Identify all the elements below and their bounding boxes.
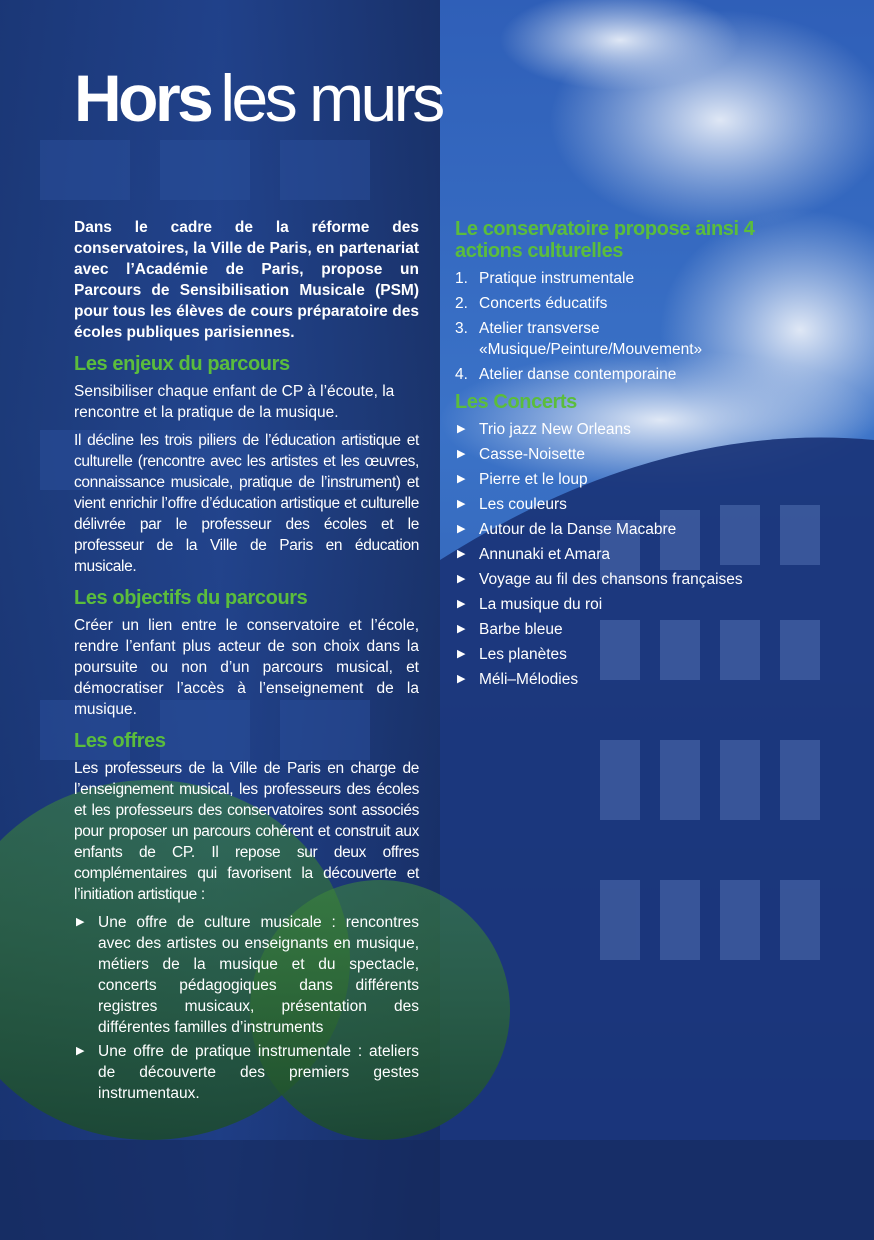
concert-title: Voyage au fil des chansons françaises xyxy=(479,571,743,588)
list-item xyxy=(455,469,785,490)
triangle-bullet-icon: ▶ xyxy=(457,448,466,460)
triangle-bullet-icon: ▶ xyxy=(457,623,466,635)
action-text: Atelier transverse «Musique/Peinture/Mouvement» xyxy=(479,320,703,358)
concert-title: Trio jazz New Orleans xyxy=(479,421,631,438)
page-title xyxy=(74,58,442,138)
concert-title: Les planètes xyxy=(479,646,567,663)
concert-title: Casse-Noisette xyxy=(479,446,585,463)
item-number: 3. xyxy=(455,320,468,337)
concert-title: La musique du roi xyxy=(479,596,603,613)
concert-title: Méli–Mélodies xyxy=(479,671,579,688)
action-text: Pratique instrumentale xyxy=(479,270,635,287)
item-number: 4. xyxy=(455,366,468,383)
action-text: Concerts éducatifs xyxy=(479,295,608,312)
list-item xyxy=(74,1041,419,1104)
concerts-heading: Les Concerts xyxy=(455,391,577,413)
concert-title: Les couleurs xyxy=(479,496,567,513)
enjeux-paragraph-1: Sensibiliser chaque enfant de CP à l’écoute, la rencontre et la pratique de la musique. xyxy=(74,383,395,421)
action-text: Atelier danse contemporaine xyxy=(479,366,677,383)
actions-list xyxy=(455,268,785,385)
offres-list xyxy=(74,912,419,1104)
triangle-bullet-icon: ▶ xyxy=(457,548,466,560)
concert-title: Barbe bleue xyxy=(479,621,563,638)
right-column xyxy=(455,218,785,694)
list-item xyxy=(455,364,785,385)
list-item xyxy=(455,519,785,540)
offres-heading: Les offres xyxy=(74,730,166,752)
triangle-bullet-icon: ▶ xyxy=(76,1045,85,1057)
intro-paragraph: Dans le cadre de la réforme des conservatoires, la Ville de Paris, en partenariat avec l’Académie de Paris, propose un Parcours de Sensibilisation Musicale (PSM) pour tous les élèves de cours préparatoire des écoles publiques parisiennes. xyxy=(74,219,419,341)
list-item xyxy=(455,569,785,590)
offre-text: Une offre de culture musicale : rencontres avec des artistes ou enseignants en musique, métiers de la musique et du spectacle, concerts pédagogiques dans différents registres musicaux, présentation des différentes familles d’instruments xyxy=(98,914,419,1036)
triangle-bullet-icon: ▶ xyxy=(457,598,466,610)
list-item xyxy=(455,669,785,690)
enjeux-heading: Les enjeux du parcours xyxy=(74,353,290,375)
objectifs-heading: Les objectifs du parcours xyxy=(74,587,308,609)
list-item xyxy=(455,419,785,440)
item-number: 2. xyxy=(455,295,468,312)
list-item xyxy=(455,494,785,515)
concert-title: Annunaki et Amara xyxy=(479,546,610,563)
list-item xyxy=(74,912,419,1038)
left-column xyxy=(74,217,419,1107)
list-item xyxy=(455,619,785,640)
triangle-bullet-icon: ▶ xyxy=(457,673,466,685)
objectifs-paragraph: Créer un lien entre le conservatoire et l’école, rendre l’enfant plus acteur de son choix dans la poursuite ou non d’un parcours musical, et démocratiser l’accès à l’enseignement de la musique. xyxy=(74,617,419,718)
actions-heading: Le conservatoire propose ainsi 4 actions culturelles xyxy=(455,218,755,262)
item-number: 1. xyxy=(455,270,468,287)
triangle-bullet-icon: ▶ xyxy=(457,523,466,535)
triangle-bullet-icon: ▶ xyxy=(457,648,466,660)
triangle-bullet-icon: ▶ xyxy=(457,473,466,485)
list-item xyxy=(455,444,785,465)
list-item xyxy=(455,293,785,314)
concerts-list xyxy=(455,419,785,690)
triangle-bullet-icon: ▶ xyxy=(457,573,466,585)
triangle-bullet-icon: ▶ xyxy=(457,423,466,435)
list-item xyxy=(455,268,785,289)
enjeux-paragraph-2: Il décline les trois piliers de l’éducation artistique et culturelle (rencontre avec les artistes et les œuvres, connaissance musicale, pratique de l’instrument) et vient enrichir l’offre d’éducation artistique et culturelle délivrée par le professeur des écoles et le professeur de la Ville de Paris en éducation musicale. xyxy=(74,432,419,575)
list-item xyxy=(455,318,785,360)
triangle-bullet-icon: ▶ xyxy=(457,498,466,510)
offre-text: Une offre de pratique instrumentale : ateliers de découverte des premiers gestes instrumentaux. xyxy=(98,1043,419,1102)
concert-title: Autour de la Danse Macabre xyxy=(479,521,677,538)
offres-paragraph: Les professeurs de la Ville de Paris en charge de l’enseignement musical, les professeurs des écoles et les professeurs des conservatoires sont associés pour proposer un parcours cohérent et construit aux enfants de CP. Il repose sur deux offres complémentaires qui favorisent la découverte et l’initiation artistique : xyxy=(74,760,419,903)
title-light: les murs xyxy=(220,61,442,135)
list-item xyxy=(455,644,785,665)
title-bold: Hors xyxy=(74,61,211,135)
concert-title: Pierre et le loup xyxy=(479,471,588,488)
list-item xyxy=(455,544,785,565)
list-item xyxy=(455,594,785,615)
triangle-bullet-icon: ▶ xyxy=(76,916,85,928)
